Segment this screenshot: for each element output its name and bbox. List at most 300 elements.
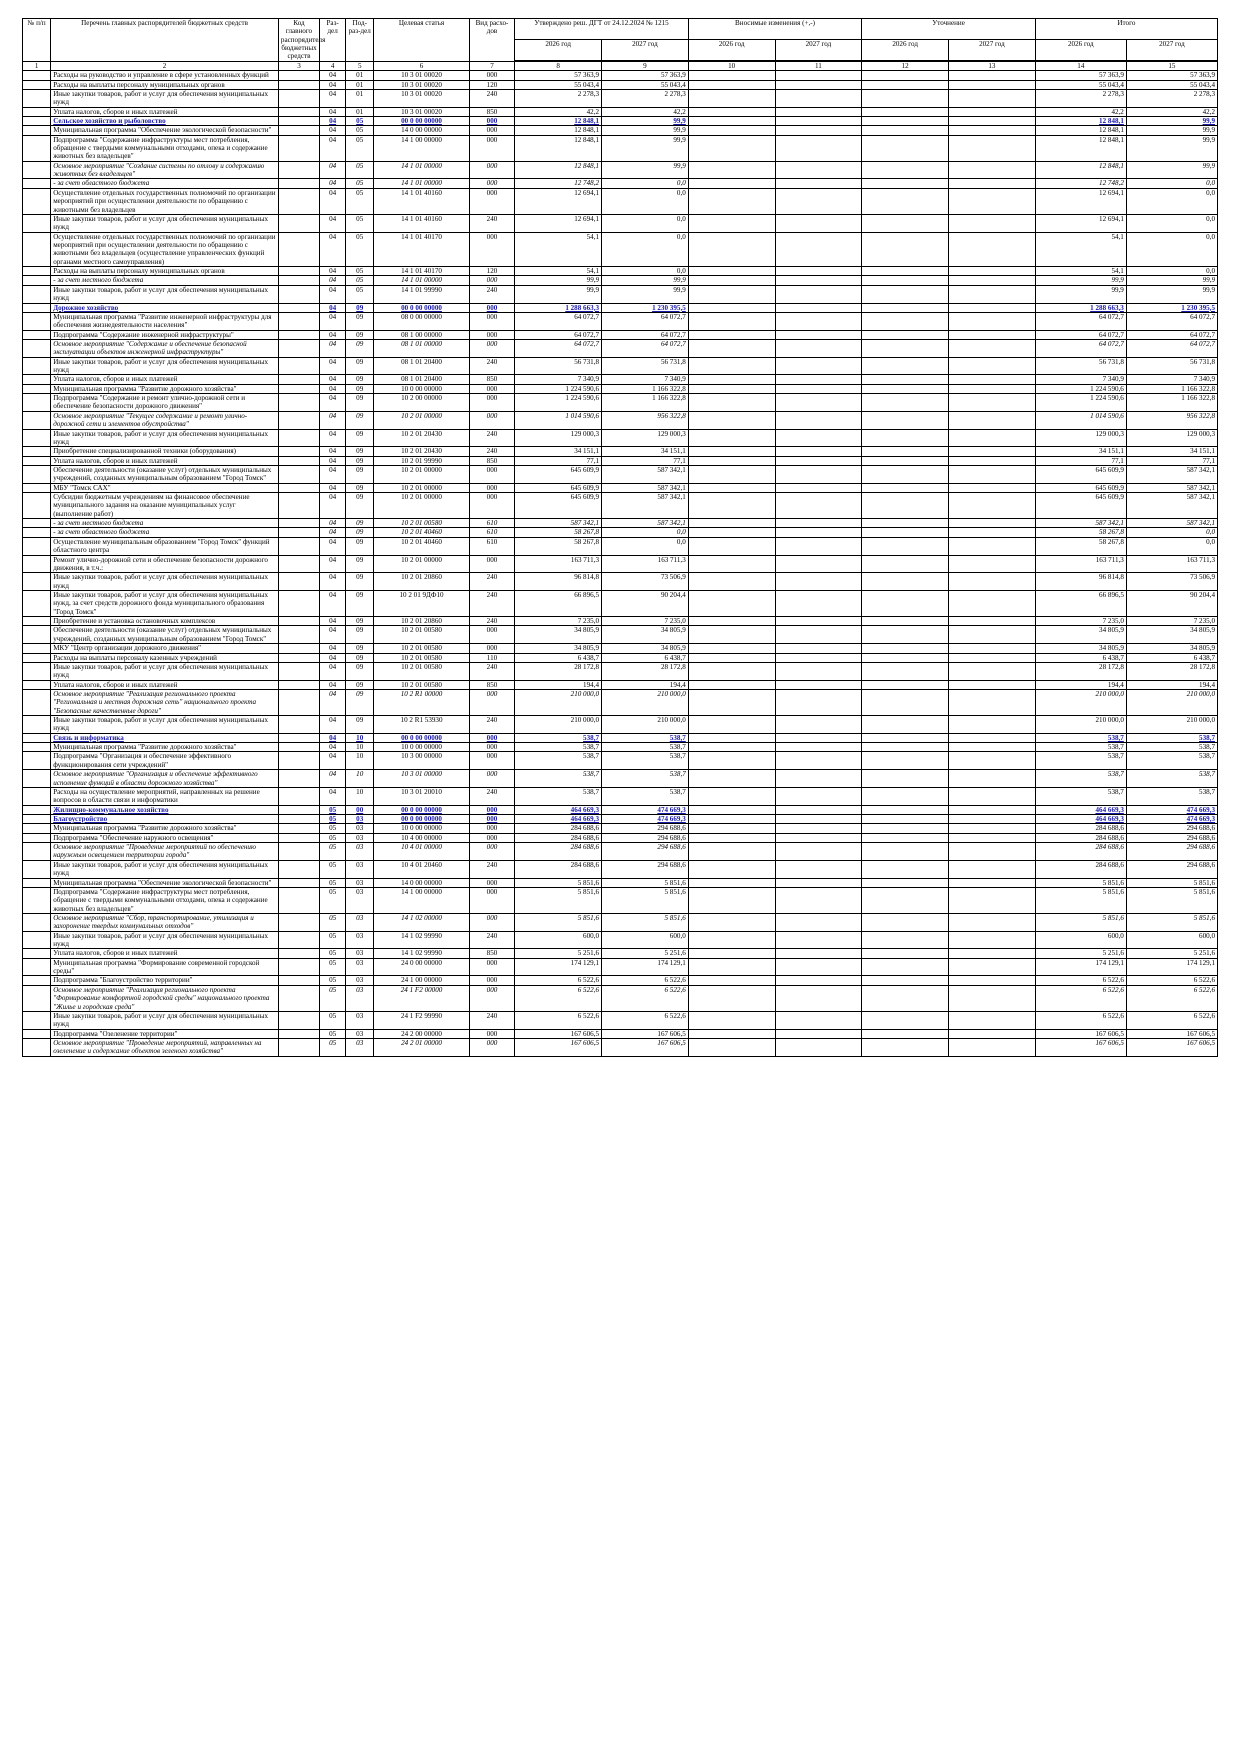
row-total-2027: 77,1 bbox=[1126, 456, 1217, 465]
row-code-gl bbox=[278, 161, 319, 179]
row-clarified-2027 bbox=[949, 733, 1036, 742]
row-clarified-2026 bbox=[862, 179, 949, 188]
row-approved-2026: 538,7 bbox=[515, 743, 602, 752]
table-row bbox=[23, 1029, 1218, 1038]
row-clarified-2026 bbox=[862, 716, 949, 734]
row-approved-2027: 538,7 bbox=[602, 770, 689, 788]
row-total-2026: 464 669,3 bbox=[1035, 805, 1126, 814]
row-no bbox=[23, 493, 51, 519]
row-code-gl bbox=[278, 330, 319, 339]
table-row bbox=[23, 887, 1218, 913]
row-clarified-2027 bbox=[949, 805, 1036, 814]
row-vid: 000 bbox=[469, 303, 515, 312]
row-vid: 000 bbox=[469, 312, 515, 330]
row-name: Подпрограмма "Содержание и ремонт улично-дорожной сети и обеспечение безопасности дорожного движения" bbox=[51, 394, 279, 412]
th-group-changes: Вносимые изменения (+,-) bbox=[688, 19, 862, 40]
row-razdel: 04 bbox=[320, 680, 346, 689]
row-approved-2026: 57 363,9 bbox=[515, 71, 602, 80]
row-total-2027: 7 340,9 bbox=[1126, 375, 1217, 384]
row-vid: 000 bbox=[469, 805, 515, 814]
table-row bbox=[23, 71, 1218, 80]
table-row bbox=[23, 80, 1218, 89]
row-approved-2026: 6 522,6 bbox=[515, 985, 602, 1011]
row-name: Уплата налогов, сборов и иных платежей bbox=[51, 375, 279, 384]
row-podrazdel: 03 bbox=[346, 958, 374, 976]
row-code-gl bbox=[278, 689, 319, 715]
row-changes-2027 bbox=[775, 116, 862, 125]
row-approved-2027: 587 342,1 bbox=[602, 493, 689, 519]
row-vid: 000 bbox=[469, 483, 515, 492]
row-changes-2027 bbox=[775, 384, 862, 393]
row-approved-2026: 464 669,3 bbox=[515, 805, 602, 814]
row-podrazdel: 03 bbox=[346, 985, 374, 1011]
row-total-2026: 6 438,7 bbox=[1035, 653, 1126, 662]
row-razdel: 05 bbox=[320, 1011, 346, 1029]
row-clarified-2027 bbox=[949, 662, 1036, 680]
row-name: Подпрограмма "Организация и обеспечение эффективного функционирования сети учреждений" bbox=[51, 752, 279, 770]
row-clarified-2026 bbox=[862, 107, 949, 116]
row-approved-2027: 99,9 bbox=[602, 116, 689, 125]
row-approved-2027: 7 235,0 bbox=[602, 617, 689, 626]
row-total-2027: 587 342,1 bbox=[1126, 519, 1217, 528]
row-name: Расходы на выплаты персоналу казенных учреждений bbox=[51, 653, 279, 662]
row-approved-2027: 1 166 322,8 bbox=[602, 394, 689, 412]
row-approved-2026: 12 848,1 bbox=[515, 126, 602, 135]
row-name: Основное мероприятие "Организация и обеспечение эффективного исполнение функций в области дорожного хозяйства" bbox=[51, 770, 279, 788]
row-clarified-2026 bbox=[862, 330, 949, 339]
row-vid: 000 bbox=[469, 1038, 515, 1056]
row-approved-2027: 5 851,6 bbox=[602, 878, 689, 887]
row-no bbox=[23, 555, 51, 573]
table-row bbox=[23, 976, 1218, 985]
row-approved-2026: 34 805,9 bbox=[515, 626, 602, 644]
row-no bbox=[23, 770, 51, 788]
row-total-2026: 34 805,9 bbox=[1035, 644, 1126, 653]
row-clarified-2026 bbox=[862, 833, 949, 842]
row-total-2026: 64 072,7 bbox=[1035, 339, 1126, 357]
row-clarified-2027 bbox=[949, 528, 1036, 537]
row-csr: 14 1 02 99990 bbox=[374, 949, 469, 958]
row-csr: 10 2 01 00000 bbox=[374, 483, 469, 492]
row-name: Уплата налогов, сборов и иных платежей bbox=[51, 107, 279, 116]
row-clarified-2027 bbox=[949, 555, 1036, 573]
row-razdel: 04 bbox=[320, 276, 346, 285]
row-changes-2027 bbox=[775, 179, 862, 188]
row-clarified-2027 bbox=[949, 161, 1036, 179]
row-podrazdel: 09 bbox=[346, 626, 374, 644]
row-no bbox=[23, 843, 51, 861]
num-10: 10 bbox=[688, 61, 775, 70]
row-code-gl bbox=[278, 493, 319, 519]
row-razdel: 04 bbox=[320, 743, 346, 752]
row-clarified-2026 bbox=[862, 214, 949, 232]
row-name: Основное мероприятие "Создание системы по отлову и содержанию животных без владельцев" bbox=[51, 161, 279, 179]
row-code-gl bbox=[278, 1029, 319, 1038]
row-vid: 240 bbox=[469, 617, 515, 626]
row-no bbox=[23, 80, 51, 89]
row-clarified-2027 bbox=[949, 949, 1036, 958]
row-name: Подпрограмма "Содержание инженерной инфраструктуры" bbox=[51, 330, 279, 339]
row-csr: 08 1 00 00000 bbox=[374, 330, 469, 339]
row-vid: 610 bbox=[469, 519, 515, 528]
row-clarified-2027 bbox=[949, 976, 1036, 985]
row-clarified-2027 bbox=[949, 493, 1036, 519]
row-csr: 14 1 01 40170 bbox=[374, 232, 469, 266]
row-total-2027: 538,7 bbox=[1126, 733, 1217, 742]
row-changes-2026 bbox=[688, 985, 775, 1011]
row-razdel: 05 bbox=[320, 878, 346, 887]
row-approved-2027: 174 129,1 bbox=[602, 958, 689, 976]
th-clarified-2026: 2026 год bbox=[862, 39, 949, 60]
row-podrazdel: 09 bbox=[346, 330, 374, 339]
row-csr: 10 3 01 00000 bbox=[374, 770, 469, 788]
row-code-gl bbox=[278, 787, 319, 805]
row-razdel: 04 bbox=[320, 232, 346, 266]
row-approved-2027: 77,1 bbox=[602, 456, 689, 465]
th-no: № п/п bbox=[23, 19, 51, 62]
row-code-gl bbox=[278, 913, 319, 931]
row-name: Расходы на выплаты персоналу муниципальных органов bbox=[51, 267, 279, 276]
row-total-2026: 54,1 bbox=[1035, 267, 1126, 276]
row-total-2027: 90 204,4 bbox=[1126, 591, 1217, 617]
row-razdel: 04 bbox=[320, 188, 346, 214]
row-podrazdel: 09 bbox=[346, 689, 374, 715]
row-approved-2026: 284 688,6 bbox=[515, 833, 602, 842]
row-csr: 10 2 01 00000 bbox=[374, 555, 469, 573]
row-no bbox=[23, 1038, 51, 1056]
row-changes-2026 bbox=[688, 573, 775, 591]
row-code-gl bbox=[278, 267, 319, 276]
row-approved-2026: 210 000,0 bbox=[515, 716, 602, 734]
row-clarified-2027 bbox=[949, 770, 1036, 788]
row-no bbox=[23, 1029, 51, 1038]
row-code-gl bbox=[278, 89, 319, 107]
th-vid: Вид расхо-дов bbox=[469, 19, 515, 62]
num-6: 6 bbox=[374, 61, 469, 70]
row-total-2027: 56 731,8 bbox=[1126, 357, 1217, 375]
row-changes-2027 bbox=[775, 411, 862, 429]
row-changes-2027 bbox=[775, 80, 862, 89]
row-changes-2027 bbox=[775, 1038, 862, 1056]
row-vid: 000 bbox=[469, 71, 515, 80]
row-total-2026: 6 522,6 bbox=[1035, 1011, 1126, 1029]
row-clarified-2026 bbox=[862, 733, 949, 742]
row-csr: 10 0 00 00000 bbox=[374, 824, 469, 833]
row-total-2026: 538,7 bbox=[1035, 733, 1126, 742]
row-changes-2027 bbox=[775, 833, 862, 842]
row-clarified-2027 bbox=[949, 573, 1036, 591]
th-changes-2027: 2027 год bbox=[775, 39, 862, 60]
row-podrazdel: 09 bbox=[346, 573, 374, 591]
row-no bbox=[23, 680, 51, 689]
row-clarified-2026 bbox=[862, 483, 949, 492]
row-podrazdel: 09 bbox=[346, 662, 374, 680]
table-row bbox=[23, 878, 1218, 887]
row-clarified-2026 bbox=[862, 843, 949, 861]
row-vid: 610 bbox=[469, 537, 515, 555]
row-no bbox=[23, 860, 51, 878]
row-no bbox=[23, 456, 51, 465]
row-approved-2027: 538,7 bbox=[602, 743, 689, 752]
row-csr: 14 1 01 40160 bbox=[374, 214, 469, 232]
row-code-gl bbox=[278, 662, 319, 680]
row-changes-2027 bbox=[775, 555, 862, 573]
row-code-gl bbox=[278, 429, 319, 447]
row-code-gl bbox=[278, 80, 319, 89]
row-approved-2026: 77,1 bbox=[515, 456, 602, 465]
row-vid: 000 bbox=[469, 465, 515, 483]
row-total-2027: 6 522,6 bbox=[1126, 976, 1217, 985]
row-total-2027: 5 851,6 bbox=[1126, 913, 1217, 931]
row-no bbox=[23, 626, 51, 644]
row-name: МКУ "Центр организации дорожного движения" bbox=[51, 644, 279, 653]
row-approved-2026: 42,2 bbox=[515, 107, 602, 116]
row-clarified-2026 bbox=[862, 537, 949, 555]
th-code-gl: Код главного распорядителя бюджетных средств bbox=[278, 19, 319, 62]
row-podrazdel: 03 bbox=[346, 949, 374, 958]
row-clarified-2026 bbox=[862, 276, 949, 285]
row-changes-2027 bbox=[775, 805, 862, 814]
row-changes-2027 bbox=[775, 493, 862, 519]
row-changes-2027 bbox=[775, 519, 862, 528]
row-changes-2027 bbox=[775, 843, 862, 861]
row-razdel: 05 bbox=[320, 931, 346, 949]
row-podrazdel: 05 bbox=[346, 161, 374, 179]
row-total-2027: 64 072,7 bbox=[1126, 312, 1217, 330]
row-changes-2026 bbox=[688, 384, 775, 393]
row-changes-2027 bbox=[775, 89, 862, 107]
row-clarified-2027 bbox=[949, 689, 1036, 715]
row-vid: 000 bbox=[469, 913, 515, 931]
row-total-2027: 99,9 bbox=[1126, 126, 1217, 135]
row-no bbox=[23, 375, 51, 384]
row-total-2026: 284 688,6 bbox=[1035, 833, 1126, 842]
row-podrazdel: 09 bbox=[346, 465, 374, 483]
row-approved-2027: 6 438,7 bbox=[602, 653, 689, 662]
row-total-2027: 34 151,1 bbox=[1126, 447, 1217, 456]
row-total-2027: 163 711,3 bbox=[1126, 555, 1217, 573]
row-clarified-2026 bbox=[862, 303, 949, 312]
row-code-gl bbox=[278, 394, 319, 412]
row-razdel: 04 bbox=[320, 214, 346, 232]
row-approved-2027: 0,0 bbox=[602, 214, 689, 232]
row-csr: 10 3 01 00020 bbox=[374, 107, 469, 116]
row-total-2027: 1 166 322,8 bbox=[1126, 384, 1217, 393]
row-total-2027: 42,2 bbox=[1126, 107, 1217, 116]
table-row bbox=[23, 689, 1218, 715]
row-approved-2026: 1 288 663,3 bbox=[515, 303, 602, 312]
row-changes-2026 bbox=[688, 135, 775, 161]
row-vid: 000 bbox=[469, 179, 515, 188]
row-changes-2026 bbox=[688, 394, 775, 412]
row-clarified-2027 bbox=[949, 276, 1036, 285]
row-csr: 14 0 00 00000 bbox=[374, 126, 469, 135]
row-total-2026: 42,2 bbox=[1035, 107, 1126, 116]
row-approved-2026: 99,9 bbox=[515, 285, 602, 303]
row-changes-2026 bbox=[688, 267, 775, 276]
row-razdel: 05 bbox=[320, 1029, 346, 1038]
row-no bbox=[23, 752, 51, 770]
row-total-2027: 0,0 bbox=[1126, 267, 1217, 276]
row-name: Приобретение и установка остановочных комплексов bbox=[51, 617, 279, 626]
row-approved-2027: 600,0 bbox=[602, 931, 689, 949]
row-code-gl bbox=[278, 833, 319, 842]
row-podrazdel: 09 bbox=[346, 555, 374, 573]
row-clarified-2026 bbox=[862, 787, 949, 805]
row-razdel: 04 bbox=[320, 80, 346, 89]
row-vid: 120 bbox=[469, 80, 515, 89]
row-total-2026: 66 896,5 bbox=[1035, 591, 1126, 617]
row-total-2026: 645 609,9 bbox=[1035, 465, 1126, 483]
row-clarified-2027 bbox=[949, 188, 1036, 214]
row-vid: 000 bbox=[469, 188, 515, 214]
row-csr: 08 1 01 20400 bbox=[374, 357, 469, 375]
row-approved-2027: 587 342,1 bbox=[602, 519, 689, 528]
row-total-2026: 6 522,6 bbox=[1035, 976, 1126, 985]
row-changes-2027 bbox=[775, 357, 862, 375]
row-changes-2027 bbox=[775, 976, 862, 985]
row-changes-2027 bbox=[775, 429, 862, 447]
row-total-2026: 538,7 bbox=[1035, 743, 1126, 752]
th-changes-2026: 2026 год bbox=[688, 39, 775, 60]
row-name: Иные закупки товаров, работ и услуг для обеспечения муниципальных нужд bbox=[51, 429, 279, 447]
row-clarified-2026 bbox=[862, 519, 949, 528]
row-razdel: 04 bbox=[320, 644, 346, 653]
row-razdel: 05 bbox=[320, 860, 346, 878]
row-csr: 10 2 00 00000 bbox=[374, 394, 469, 412]
row-changes-2026 bbox=[688, 1011, 775, 1029]
row-changes-2027 bbox=[775, 107, 862, 116]
row-approved-2026: 645 609,9 bbox=[515, 465, 602, 483]
row-approved-2027: 6 522,6 bbox=[602, 1011, 689, 1029]
row-clarified-2027 bbox=[949, 312, 1036, 330]
row-vid: 000 bbox=[469, 626, 515, 644]
num-12: 12 bbox=[862, 61, 949, 70]
row-name: Основное мероприятие "Реализация регионального проекта "Региональная и местная дорожная сеть" национального проекта "Безопасные качественные дороги" bbox=[51, 689, 279, 715]
row-clarified-2027 bbox=[949, 814, 1036, 823]
row-changes-2027 bbox=[775, 537, 862, 555]
row-total-2026: 1 288 663,3 bbox=[1035, 303, 1126, 312]
row-razdel: 05 bbox=[320, 976, 346, 985]
row-code-gl bbox=[278, 860, 319, 878]
row-total-2027: 34 805,9 bbox=[1126, 626, 1217, 644]
row-total-2026: 210 000,0 bbox=[1035, 689, 1126, 715]
row-podrazdel: 05 bbox=[346, 179, 374, 188]
table-row bbox=[23, 931, 1218, 949]
row-podrazdel: 01 bbox=[346, 107, 374, 116]
row-podrazdel: 03 bbox=[346, 887, 374, 913]
row-razdel: 04 bbox=[320, 662, 346, 680]
row-podrazdel: 09 bbox=[346, 339, 374, 357]
row-razdel: 04 bbox=[320, 617, 346, 626]
row-clarified-2026 bbox=[862, 743, 949, 752]
row-approved-2026: 56 731,8 bbox=[515, 357, 602, 375]
row-approved-2026: 12 848,1 bbox=[515, 135, 602, 161]
row-changes-2027 bbox=[775, 285, 862, 303]
table-row bbox=[23, 107, 1218, 116]
row-code-gl bbox=[278, 626, 319, 644]
num-13: 13 bbox=[949, 61, 1036, 70]
row-podrazdel: 09 bbox=[346, 519, 374, 528]
table-row bbox=[23, 384, 1218, 393]
row-name: Иные закупки товаров, работ и услуг для обеспечения муниципальных нужд bbox=[51, 716, 279, 734]
row-podrazdel: 09 bbox=[346, 680, 374, 689]
row-changes-2027 bbox=[775, 188, 862, 214]
table-row bbox=[23, 733, 1218, 742]
row-total-2026: 28 172,8 bbox=[1035, 662, 1126, 680]
row-clarified-2027 bbox=[949, 179, 1036, 188]
row-name: Уплата налогов, сборов и иных платежей bbox=[51, 949, 279, 958]
row-code-gl bbox=[278, 276, 319, 285]
row-podrazdel: 03 bbox=[346, 1029, 374, 1038]
th-name: Перечень главных распорядителей бюджетных средств bbox=[51, 19, 279, 62]
row-no bbox=[23, 931, 51, 949]
table-row bbox=[23, 591, 1218, 617]
row-clarified-2026 bbox=[862, 689, 949, 715]
th-csr: Целевая статья bbox=[374, 19, 469, 62]
row-name: Муниципальная программа "Развитие дорожного хозяйства" bbox=[51, 384, 279, 393]
row-approved-2027: 474 669,3 bbox=[602, 814, 689, 823]
row-total-2026: 1 014 590,6 bbox=[1035, 411, 1126, 429]
th-approved-2027: 2027 год bbox=[602, 39, 689, 60]
table-row bbox=[23, 429, 1218, 447]
row-vid: 000 bbox=[469, 976, 515, 985]
row-vid: 000 bbox=[469, 232, 515, 266]
row-vid: 000 bbox=[469, 985, 515, 1011]
row-approved-2027: 5 251,6 bbox=[602, 949, 689, 958]
row-podrazdel: 09 bbox=[346, 447, 374, 456]
row-clarified-2027 bbox=[949, 519, 1036, 528]
table-row bbox=[23, 267, 1218, 276]
row-total-2026: 284 688,6 bbox=[1035, 860, 1126, 878]
row-code-gl bbox=[278, 843, 319, 861]
row-no bbox=[23, 949, 51, 958]
row-podrazdel: 03 bbox=[346, 1011, 374, 1029]
row-vid: 000 bbox=[469, 814, 515, 823]
table-row bbox=[23, 752, 1218, 770]
row-razdel: 05 bbox=[320, 913, 346, 931]
row-csr: 14 1 00 00000 bbox=[374, 887, 469, 913]
row-razdel: 04 bbox=[320, 555, 346, 573]
row-approved-2027: 34 805,9 bbox=[602, 644, 689, 653]
row-vid: 240 bbox=[469, 429, 515, 447]
row-approved-2027: 73 506,9 bbox=[602, 573, 689, 591]
row-approved-2027: 0,0 bbox=[602, 179, 689, 188]
row-clarified-2026 bbox=[862, 312, 949, 330]
num-15: 15 bbox=[1126, 61, 1217, 70]
row-approved-2026: 12 694,1 bbox=[515, 214, 602, 232]
row-changes-2027 bbox=[775, 339, 862, 357]
row-approved-2027: 42,2 bbox=[602, 107, 689, 116]
row-clarified-2026 bbox=[862, 528, 949, 537]
row-approved-2026: 64 072,7 bbox=[515, 339, 602, 357]
row-csr: 00 0 00 00000 bbox=[374, 303, 469, 312]
row-changes-2027 bbox=[775, 483, 862, 492]
row-podrazdel: 05 bbox=[346, 232, 374, 266]
row-total-2026: 12 848,1 bbox=[1035, 126, 1126, 135]
row-code-gl bbox=[278, 375, 319, 384]
row-approved-2026: 54,1 bbox=[515, 232, 602, 266]
row-clarified-2027 bbox=[949, 860, 1036, 878]
row-approved-2027: 7 340,9 bbox=[602, 375, 689, 384]
row-changes-2027 bbox=[775, 591, 862, 617]
row-approved-2026: 54,1 bbox=[515, 267, 602, 276]
row-changes-2027 bbox=[775, 949, 862, 958]
row-vid: 240 bbox=[469, 716, 515, 734]
table-row bbox=[23, 312, 1218, 330]
row-podrazdel: 01 bbox=[346, 89, 374, 107]
row-podrazdel: 10 bbox=[346, 752, 374, 770]
